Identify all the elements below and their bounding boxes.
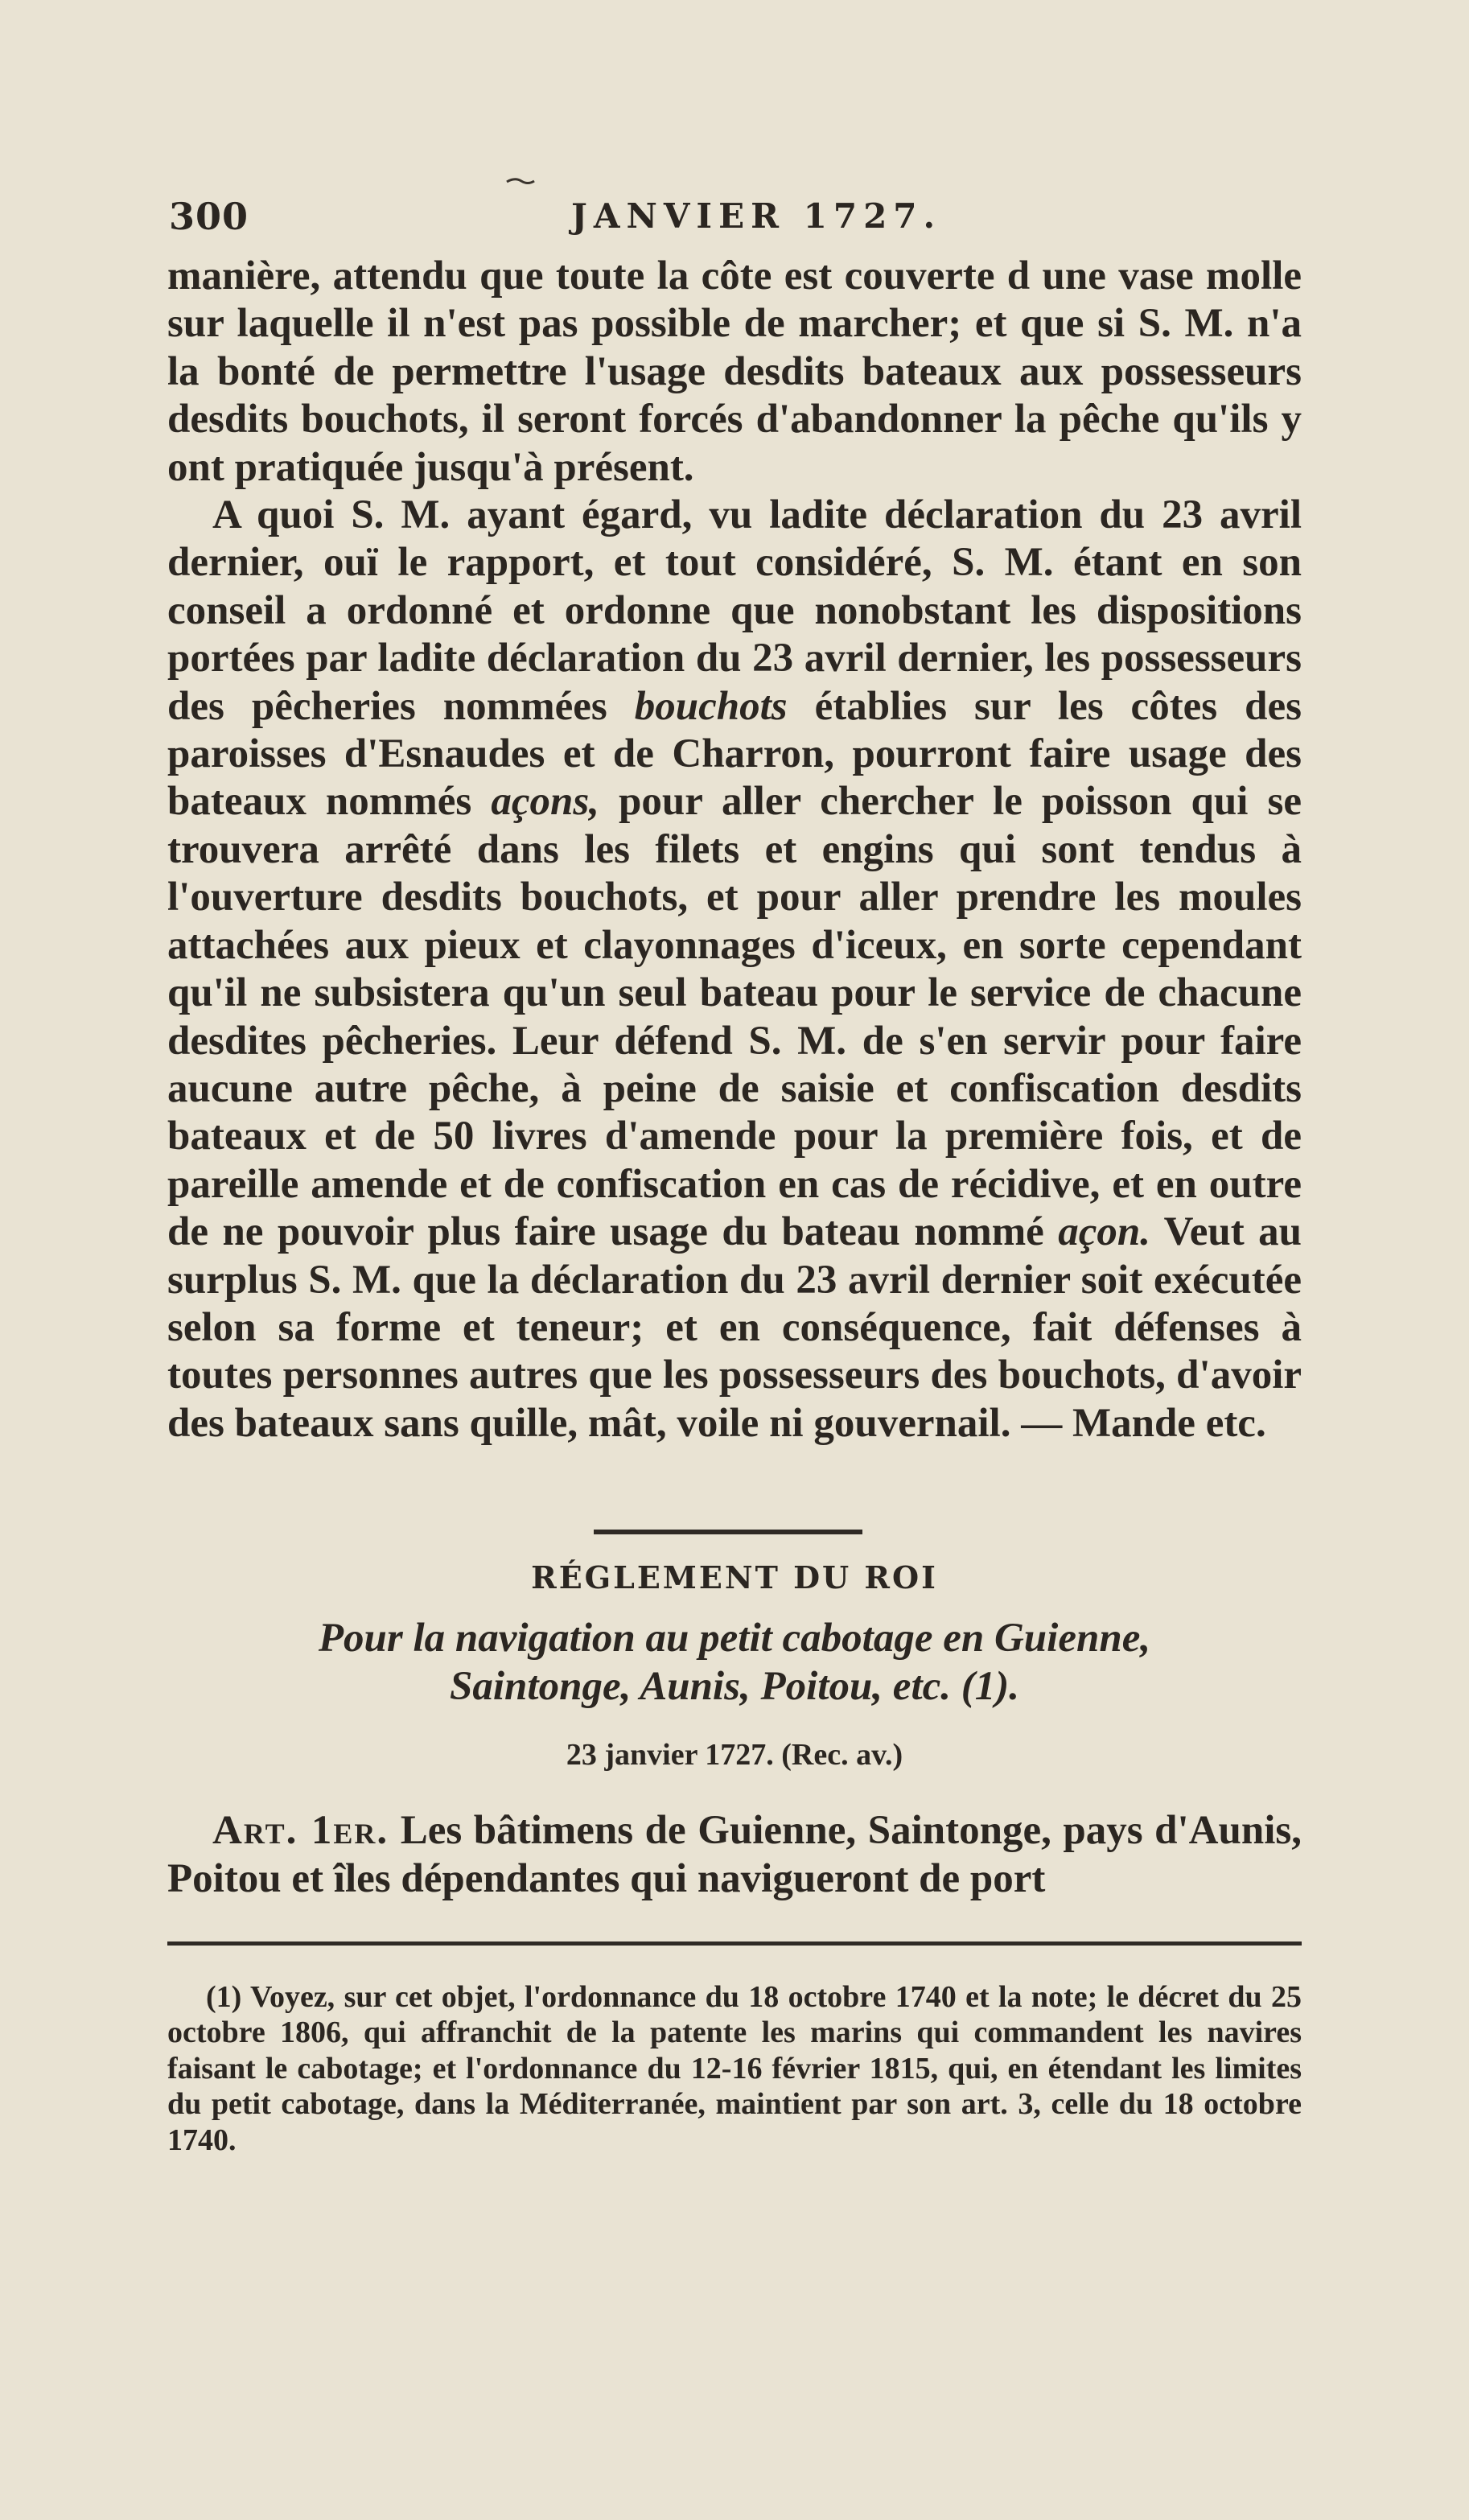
- article-1: [167, 1806, 1302, 1903]
- article-label: Art. 1er.: [212, 1808, 389, 1853]
- page-number: 300: [169, 195, 249, 238]
- subtitle-line-2: Saintonge, Aunis, Poitou, etc. (1).: [450, 1664, 1019, 1709]
- running-head: JANVIER 1727.: [571, 196, 942, 236]
- paragraph-continuation: manière, attendu que toute la côte est couverte d une vase molle sur laquelle il n'est pas possible de marcher; et que si S. M. n'a la bonté de permettre l'usage desdits bateaux aux possesseurs desdits bouchots, il seront forcés d'abandonner la pêche qu'ils y ont pratiquée jusqu'à présent.: [167, 253, 1302, 490]
- article-text: Les bâtimens de Guienne, Saintonge, pays d'Aunis, Poitou et îles dépendantes qui navigueront de port: [167, 1808, 1302, 1901]
- ink-mark: [505, 177, 536, 185]
- section-title: RÉGLEMENT DU ROI: [531, 1559, 938, 1596]
- ruling-text-c: pour aller chercher le poisson qui se trouvera arrêté dans les filets et engins qui sont tendus à l'ouverture desdits bouchots, et pour aller prendre les moules attachées aux pieux et clayonnages d'iceux, en sorte cependant qu'il ne subsistera qu'un seul bateau pour le service de chacune desdites pêcheries. Leur défend S. M. de s'en servir pour faire aucune autre pêche, à peine de saisie et confiscation desdits bateaux et de 50 livres d'amende pour la première fois, et de pareille amende et de confiscation en cas de récidive, et en outre de ne pouvoir plus faire usage du bateau nommé: [167, 779, 1302, 1255]
- ruling-text-d: Veut au surplus S. M. que la déclaration du 23 avril dernier soit exécutée selon sa forme et teneur; et en conséquence, fait défenses à toutes personnes autres que les possesseurs des bouchots, d'avoir des bateaux sans quille, mât, voile ni gouvernail. — Mande etc.: [167, 1209, 1302, 1446]
- term-acon: açon.: [1058, 1209, 1151, 1255]
- footnote-divider: [167, 1941, 1302, 1946]
- subtitle-line-1: Pour la navigation au petit cabotage en Guienne,: [318, 1616, 1151, 1661]
- term-acons: açons,: [491, 779, 599, 825]
- paragraph-ruling: [167, 492, 1302, 1447]
- section-subtitle: [0, 1614, 1469, 1711]
- body-text: [167, 253, 1302, 1447]
- section-divider: [594, 1530, 862, 1534]
- ruling-text-b: établies sur les côtes des paroisses d'Esnaudes et de Charron, pourront faire usage des bateaux nommés: [167, 683, 1302, 825]
- footnote: (1) Voyez, sur cet objet, l'ordonnance du 18 octobre 1740 et la note; le décret du 25 octobre 1806, qui affranchit de la patente les marins qui commandent les navires faisant le cabotage; et l'ordonnance du 12-16 février 1815, qui, en étendant les limites du petit cabotage, dans la Méditerranée, maintient par son art. 3, celle du 18 octobre 1740.: [167, 1980, 1302, 2157]
- dateline: 23 janvier 1727. (Rec. av.): [566, 1738, 903, 1772]
- ruling-text-a: A quoi S. M. ayant égard, vu ladite déclaration du 23 avril dernier, ouï le rapport, et tout considéré, S. M. étant en son conseil a ordonné et ordonne que nonobstant les dispositions portées par ladite déclaration du 23 avril dernier, les possesseurs des pêcheries nommées: [167, 492, 1302, 729]
- term-bouchots: bouchots: [634, 683, 788, 729]
- page-header: [169, 195, 1295, 251]
